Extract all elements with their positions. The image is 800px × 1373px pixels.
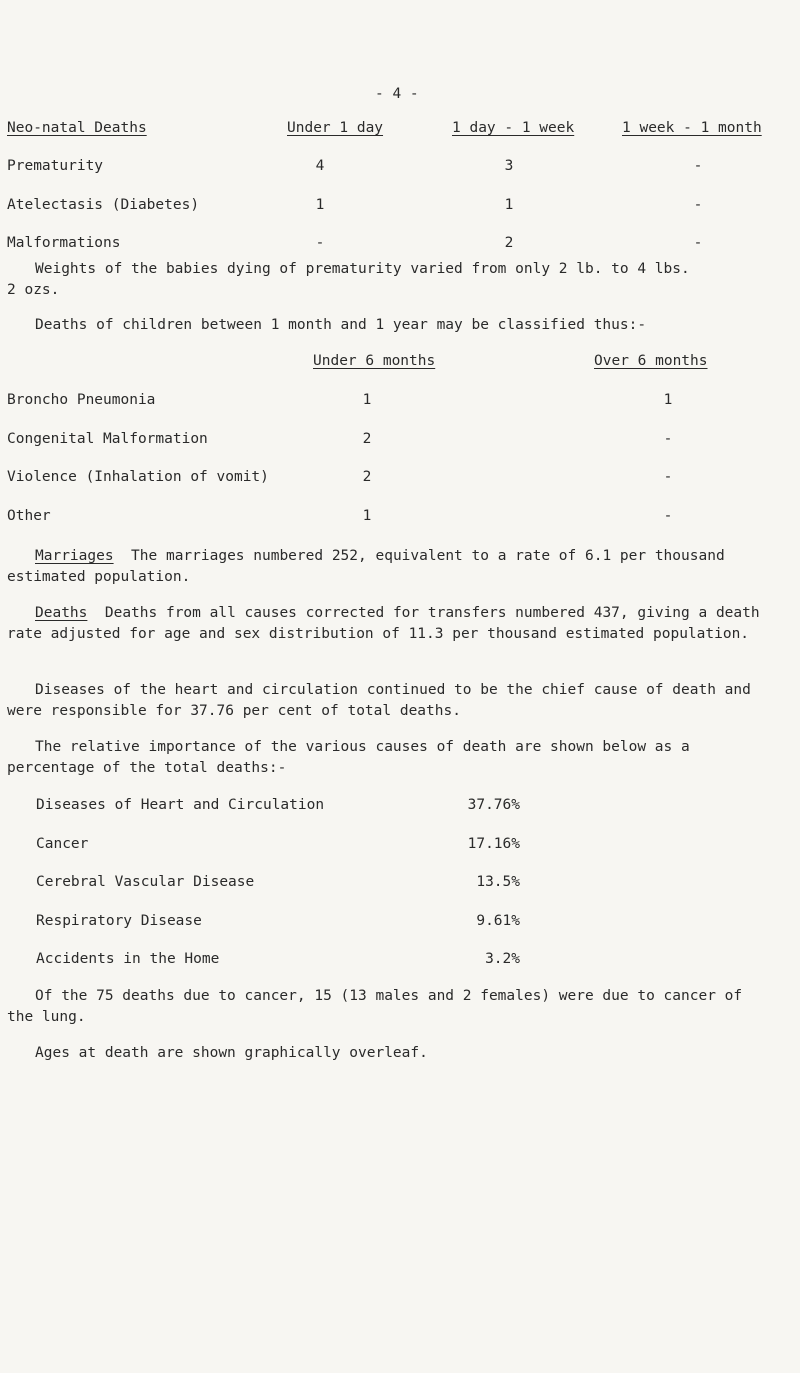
row-over-6: - bbox=[663, 508, 673, 524]
row-cause: Other bbox=[7, 508, 51, 524]
cause-value: 37.76% bbox=[467, 797, 520, 813]
row-week-to-month: - bbox=[693, 197, 703, 213]
row-cause: Prematurity bbox=[7, 158, 104, 174]
row-cause: Atelectasis (Diabetes) bbox=[7, 197, 200, 213]
relative-paragraph: The relative importance of the various causes of death are shown below as a percentage of the total deaths:- bbox=[7, 739, 690, 776]
deaths-paragraph bbox=[7, 603, 777, 645]
marriages-paragraph bbox=[7, 546, 777, 588]
neonatal-header-day-to-week: 1 day - 1 week bbox=[452, 120, 575, 136]
row-day-to-week: 3 bbox=[504, 158, 514, 174]
neonatal-header-cause: Neo-natal Deaths bbox=[7, 120, 147, 136]
row-cause: Broncho Pneumonia bbox=[7, 392, 156, 408]
cancer-paragraph: Of the 75 deaths due to cancer, 15 (13 males and 2 females) were due to cancer of the lung. bbox=[7, 988, 743, 1025]
row-cause: Malformations bbox=[7, 235, 121, 251]
infant-intro: Deaths of children between 1 month and 1 year may be classified thus:- bbox=[35, 317, 647, 333]
row-under-6: 1 bbox=[362, 508, 372, 524]
row-over-6: 1 bbox=[663, 392, 673, 408]
row-cause: Violence (Inhalation of vomit) bbox=[7, 469, 269, 485]
page-number: - 4 - bbox=[375, 86, 419, 102]
row-day-to-week: 2 bbox=[504, 235, 514, 251]
row-day-to-week: 1 bbox=[504, 197, 514, 213]
infant-header-over-6: Over 6 months bbox=[594, 353, 708, 369]
row-under-1-day: 4 bbox=[315, 158, 325, 174]
row-week-to-month: - bbox=[693, 158, 703, 174]
row-under-6: 2 bbox=[362, 469, 372, 485]
cause-value: 3.2% bbox=[485, 951, 520, 967]
weights-paragraph: Weights of the babies dying of prematurity varied from only 2 lb. to 4 lbs. 2 ozs. bbox=[7, 261, 690, 298]
cause-value: 9.61% bbox=[476, 913, 520, 929]
cause-value: 17.16% bbox=[467, 836, 520, 852]
cause-value: 13.5% bbox=[476, 874, 520, 890]
cause-label: Cancer bbox=[36, 836, 89, 852]
row-under-6: 2 bbox=[362, 431, 372, 447]
neonatal-header-week-to-month: 1 week - 1 month bbox=[622, 120, 762, 136]
ages-paragraph: Ages at death are shown graphically overleaf. bbox=[35, 1045, 428, 1061]
cause-label: Accidents in the Home bbox=[36, 951, 220, 967]
cause-label: Diseases of Heart and Circulation bbox=[36, 797, 325, 813]
heart-paragraph: Diseases of the heart and circulation continued to be the chief cause of death and were responsible for 37.76 per cent of total deaths. bbox=[7, 682, 751, 719]
row-under-1-day: 1 bbox=[315, 197, 325, 213]
row-over-6: - bbox=[663, 469, 673, 485]
deaths-heading: Deaths bbox=[35, 605, 88, 621]
row-over-6: - bbox=[663, 431, 673, 447]
cause-label: Respiratory Disease bbox=[36, 913, 202, 929]
neonatal-header-under-1-day: Under 1 day bbox=[287, 120, 384, 136]
marriages-text: The marriages numbered 252, equivalent to a rate of 6.1 per thousand estimated population. bbox=[7, 548, 725, 585]
marriages-heading: Marriages bbox=[35, 548, 114, 564]
infant-header-under-6: Under 6 months bbox=[313, 353, 436, 369]
row-under-1-day: - bbox=[315, 235, 325, 251]
row-cause: Congenital Malformation bbox=[7, 431, 208, 447]
cause-label: Cerebral Vascular Disease bbox=[36, 874, 255, 890]
row-week-to-month: - bbox=[693, 235, 703, 251]
deaths-text: Deaths from all causes corrected for transfers numbered 437, giving a death rate adjusted for age and sex distribution of 11.3 per thousand estimated population. bbox=[7, 605, 760, 642]
row-under-6: 1 bbox=[362, 392, 372, 408]
